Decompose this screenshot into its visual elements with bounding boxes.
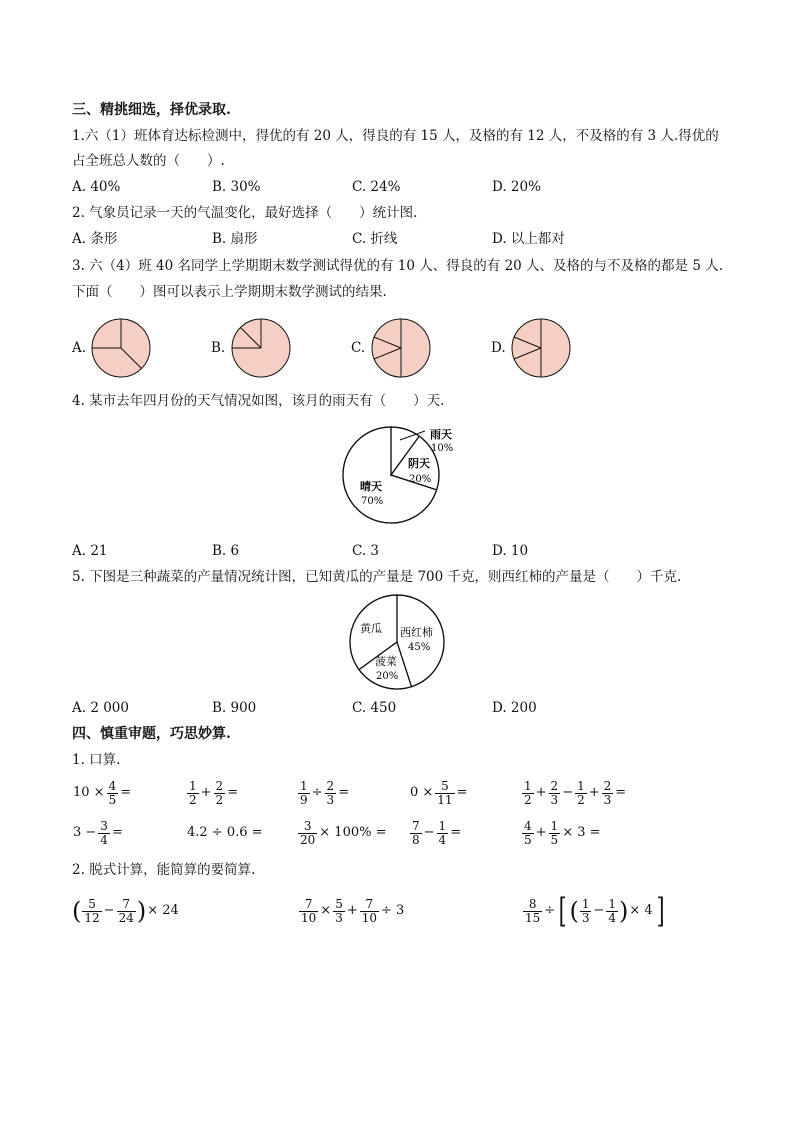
step-calc-3: $\frac{8}{15}$ ÷ [ ( $\frac{1}{3}$ − $\frac{1}{4}$ )× 4 ] xyxy=(525,891,665,931)
q3-option-c-label[interactable]: C. xyxy=(351,340,366,356)
q5-text: 5. 下图是三种蔬菜的产量情况统计图，已知黄瓜的产量是 700 千克，则西红柿的产量是（ ）千克. xyxy=(72,569,682,585)
weather-label-sunny-value: 70% xyxy=(361,496,384,507)
q4-option-a[interactable]: A. 21 xyxy=(72,543,108,559)
oral-calc-3: $\frac{1}{9}$ ÷ $\frac{2}{3}$ = xyxy=(300,778,350,807)
q1-option-c[interactable]: C. 24% xyxy=(352,179,401,195)
vegetable-pie-chart xyxy=(340,590,460,694)
oral-calc-4: 0 × $\frac{5}{11}$ = xyxy=(410,778,468,807)
vegetable-label-tomato-value: 45% xyxy=(408,642,431,653)
weather-pie-chart xyxy=(330,415,480,533)
oral-calc-2: $\frac{1}{2}$ + $\frac{2}{2}$ = xyxy=(189,778,239,807)
section3-title: 三、精挑细选，择优录取. xyxy=(72,102,231,118)
q3-option-a-label[interactable]: A. xyxy=(72,340,87,356)
weather-label-rain-value: 10% xyxy=(431,443,454,454)
q2-option-d[interactable]: D. 以上都对 xyxy=(492,231,565,247)
q1-option-b[interactable]: B. 30% xyxy=(212,179,261,195)
oral-calc-6: 3 − $\frac{3}{4}$ = xyxy=(73,818,123,847)
weather-label-cloudy-value: 20% xyxy=(409,474,432,485)
q5-option-d[interactable]: D. 200 xyxy=(492,700,537,716)
q5-option-c[interactable]: C. 450 xyxy=(352,700,397,716)
q4-option-c[interactable]: C. 3 xyxy=(352,543,380,559)
q5-option-a[interactable]: A. 2 000 xyxy=(72,700,129,716)
vegetable-label-cucumber-name: 黄瓜 xyxy=(360,622,382,635)
weather-label-rain-name: 雨天 xyxy=(430,428,452,441)
oral-calc-1: 10 × $\frac{4}{5}$ = xyxy=(73,778,132,807)
q1-option-a[interactable]: A. 40% xyxy=(72,179,121,195)
q5-option-b[interactable]: B. 900 xyxy=(212,700,257,716)
section4-title: 四、慎重审题，巧思妙算. xyxy=(72,726,231,742)
weather-label-cloudy-name: 阴天 xyxy=(408,457,430,470)
weather-label-sunny-name: 晴天 xyxy=(360,480,382,493)
q4-option-d[interactable]: D. 10 xyxy=(492,543,529,559)
q4-text: 4. 某市去年四月份的天气情况如图，该月的雨天有（ ）天. xyxy=(72,393,445,409)
q2-text: 2. 气象员记录一天的气温变化，最好选择（ ）统计图. xyxy=(72,205,418,221)
q3-option-b-pie[interactable] xyxy=(228,315,294,381)
q3-option-a-pie[interactable] xyxy=(88,315,154,381)
q3-option-d-label[interactable]: D. xyxy=(491,340,506,356)
q3-text-line1: 3. 六（4）班 40 名同学上学期期末数学测试得优的有 10 人、得良的有 20 人、及格的与不及格的都是 5 人. xyxy=(72,258,724,274)
q1-text-line2: 占全班总人数的（ ）. xyxy=(72,153,225,169)
q1-text-line1: 1.六（1）班体育达标检测中，得优的有 20 人，得良的有 15 人，及格的有 12 人，不及格的有 3 人.得优的 xyxy=(72,128,719,144)
oral-calc-10: $\frac{4}{5}$ + $\frac{1}{5}$ × 3 = xyxy=(524,818,601,847)
q1-option-d[interactable]: D. 20% xyxy=(492,179,541,195)
vegetable-label-spinach-name: 菠菜 xyxy=(375,655,397,668)
step-calc-1: ( $\frac{5}{12}$ − $\frac{7}{24}$ )× 24 xyxy=(72,896,179,925)
q3-option-b-label[interactable]: B. xyxy=(211,340,226,356)
q3-option-c-pie[interactable] xyxy=(368,315,434,381)
vegetable-label-spinach-value: 20% xyxy=(376,671,399,682)
q3-option-d-pie[interactable] xyxy=(508,315,574,381)
oral-calc-9: $\frac{7}{8}$ − $\frac{1}{4}$ = xyxy=(412,818,462,847)
q2-option-a[interactable]: A. 条形 xyxy=(72,231,118,247)
oral-calc-7: 4.2 ÷ 0.6 = xyxy=(187,825,263,840)
oral-calc-5: $\frac{1}{2}$ + $\frac{2}{3}$ − $\frac{1}{2}$ + $\frac{2}{3}$ = xyxy=(524,778,627,807)
q2-option-b[interactable]: B. 扇形 xyxy=(212,231,258,247)
section4-sub1: 1. 口算. xyxy=(72,752,121,768)
q4-option-b[interactable]: B. 6 xyxy=(212,543,240,559)
q2-option-c[interactable]: C. 折线 xyxy=(352,231,398,247)
step-calc-2: $\frac{7}{10}$ × $\frac{5}{3}$ + $\frac{7}{10}$ ÷ 3 xyxy=(301,896,405,925)
q3-text-line2: 下面（ ）图可以表示上学期期末数学测试的结果. xyxy=(72,284,387,300)
oral-calc-8: $\frac{3}{20}$ × 100% = xyxy=(300,818,387,847)
vegetable-label-tomato-name: 西红柿 xyxy=(400,626,433,639)
section4-sub2: 2. 脱式计算，能简算的要简算. xyxy=(72,862,256,878)
